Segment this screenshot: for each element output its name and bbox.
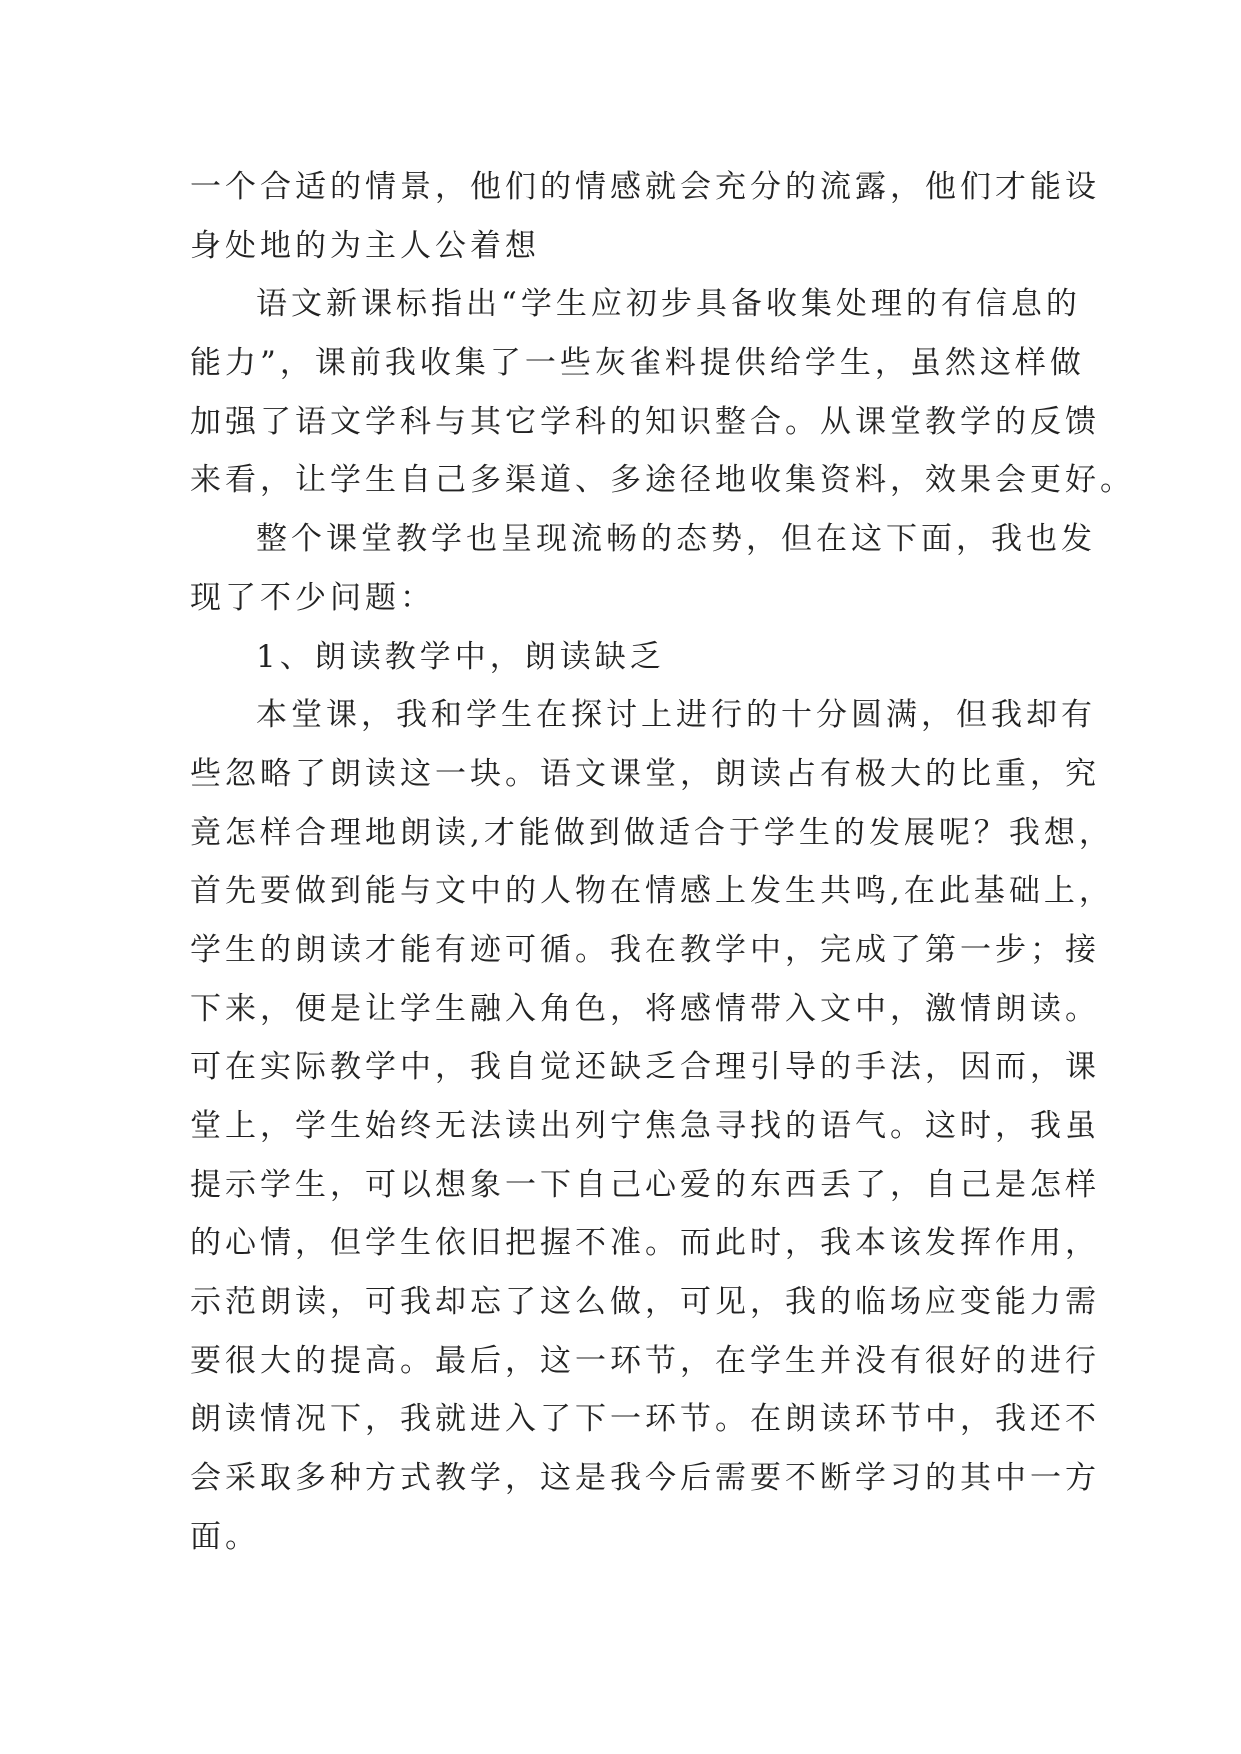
text-line: 整个课堂教学也呈现流畅的态势，但在这下面，我也发 [256,521,1096,558]
text-line: 1、朗读教学中，朗读缺乏 [256,638,665,675]
text-line: 一个合适的情景，他们的情感就会充分的流露，他们才能设 [190,169,1100,205]
body-text [190,158,1135,1567]
text-line: 身处地的为主人公着想 [190,227,540,264]
text-line: 竟怎样合理地朗读,才能做到做适合于学生的发展呢？我想， [190,814,1114,851]
text-line: 本堂课，我和学生在探讨上进行的十分圆满，但我却有 [256,697,1096,734]
text-line: 首先要做到能与文中的人物在情感上发生共鸣,在此基础上， [190,873,1114,910]
text-line: 学生的朗读才能有迹可循。我在教学中，完成了第一步；接 [190,931,1100,968]
text-line: 面。 [190,1518,260,1555]
text-line: 示范朗读，可我却忘了这么做，可见，我的临场应变能力需 [190,1284,1100,1321]
text-line: 要很大的提高。最后，这一环节，在学生并没有很好的进行 [190,1342,1100,1379]
text-line: 加强了语文学科与其它学科的知识整合。从课堂教学的反馈 [190,403,1100,440]
text-line: 些忽略了朗读这一块。语文课堂，朗读占有极大的比重，究 [190,755,1100,792]
text-line: 的心情，但学生依旧把握不准。而此时，我本该发挥作用， [190,1225,1100,1262]
text-line: 能力”，课前我收集了一些灰雀料提供给学生，虽然这样做 [190,345,1085,382]
text-line: 朗读情况下，我就进入了下一环节。在朗读环节中，我还不 [190,1401,1100,1438]
text-line: 来看，让学生自己多渠道、多途径地收集资料，效果会更好。 [190,462,1135,499]
text-line: 提示学生，可以想象一下自己心爱的东西丢了，自己是怎样 [190,1166,1100,1203]
text-line: 下来，便是让学生融入角色，将感情带入文中，激情朗读。 [190,990,1100,1027]
text-line: 语文新课标指出“学生应初步具备收集处理的有信息的 [256,286,1081,323]
text-line: 堂上，学生始终无法读出列宁焦急寻找的语气。这时，我虽 [190,1108,1100,1144]
text-line: 会采取多种方式教学，这是我今后需要不断学习的其中一方 [190,1460,1100,1497]
text-line: 可在实际教学中，我自觉还缺乏合理引导的手法，因而，课 [190,1049,1100,1086]
text-line: 现了不少问题： [190,579,435,616]
